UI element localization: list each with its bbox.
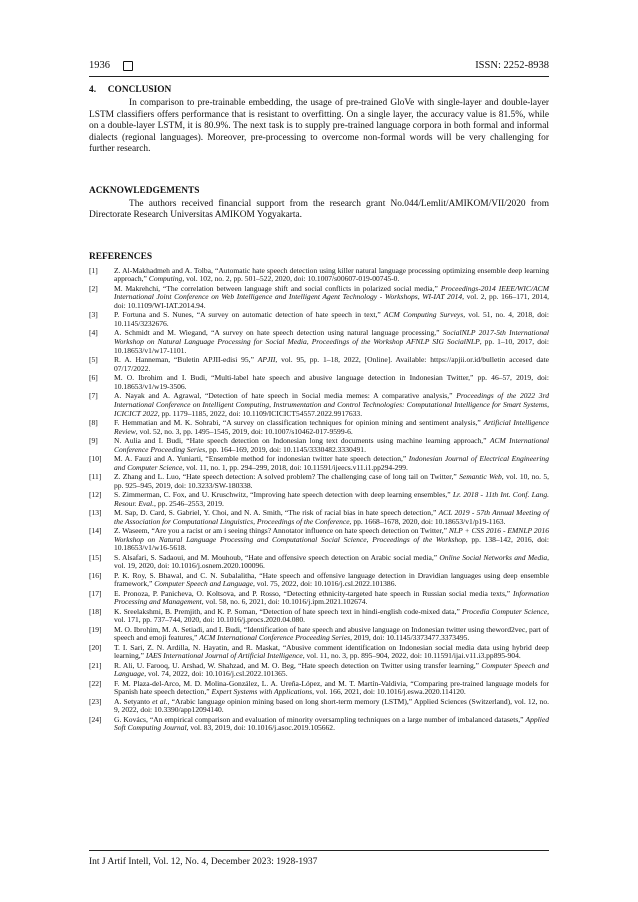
reference-source: Computing <box>148 274 183 284</box>
reference-source: Applied Soft Computing Journal <box>114 714 549 733</box>
conclusion-section <box>89 84 549 156</box>
reference-text <box>114 716 549 734</box>
reference-source: NLP + CSS 2016 - EMNLP 2016 Workshop on Natural Language Processing and Computational Social Science, Proceedings of the Workshop <box>114 525 549 544</box>
reference-text <box>114 590 549 608</box>
reference-item <box>89 311 549 329</box>
reference-text-part: , pp. 1–10, 2017, doi: 10.18653/v1/w17-1101. <box>114 337 549 355</box>
reference-source: IAES International Journal of Artificial Intelligence <box>145 651 303 661</box>
reference-number: [11] <box>89 471 102 481</box>
reference-source: Information Processing and Management <box>114 588 549 607</box>
acknowledgements-text: The authors received financial support from the research grant No.044/Lemlit/AMIKOM/VII/2020 from Directorate Research Universitas AMIKOM Yogyakarta. <box>89 198 549 220</box>
reference-text-part: P. Fortuna and S. Nunes, “A survey on automatic detection of hate speech in text,” <box>114 310 384 320</box>
reference-number: [24] <box>89 714 102 724</box>
reference-item <box>89 608 549 626</box>
reference-text-part: , pp. 164–169, 2019, doi: 10.1145/3330482.3330491. <box>205 444 366 454</box>
reference-source: et al. <box>152 696 168 706</box>
reference-text <box>114 554 549 572</box>
reference-text-part: , vol. 52, no. 3, pp. 1495–1545, 2019, doi: 10.1007/s10462-017-9599-6. <box>135 426 353 436</box>
reference-number: [12] <box>89 489 102 499</box>
reference-number: [1] <box>89 265 98 275</box>
conclusion-heading: 4. CONCLUSION <box>89 85 172 95</box>
reference-number: [4] <box>89 328 98 338</box>
reference-text-part: Z. Waseem, “Are you a racist or am i seeing things? Annotator influence on hate speech detection on Twitter,” <box>114 525 449 535</box>
main-content <box>89 84 549 734</box>
reference-text <box>114 392 549 418</box>
footer-rule <box>89 850 549 851</box>
reference-list <box>89 267 549 734</box>
reference-number: [10] <box>89 453 102 463</box>
reference-number: [2] <box>89 283 98 293</box>
reference-text-part: N. Aulia and I. Budi, “Hate speech detection on Indonesian long text documents using machine learning approach,” <box>114 435 490 445</box>
reference-text <box>114 285 549 311</box>
reference-item <box>89 698 549 716</box>
reference-text <box>114 509 549 527</box>
reference-text-part: , vol. 51, no. 4, 2018, doi: 10.1145/3232676. <box>114 310 549 328</box>
reference-source: Computer Speech and Language <box>114 660 550 679</box>
reference-text-part: , “Arabic language opinion mining based on long short-term memory (LSTM),” Applied Sciences (Switzerland), vol. 12, no. 9, 2022, doi: 10.3390/app12094140. <box>114 696 549 715</box>
reference-item <box>89 374 549 392</box>
conclusion-text: In comparison to pre-trainable embedding, the usage of pre-trained GloVe with single-layer and double-layer LSTM classifiers offers performance that is resistant to overfitting. On a single layer, the accuracy value is 81.5%, while on a double-layer LSTM, it is 80.9%. The next task is to supply pre-trained language corpora in both formal and informal dialects (regional languages). Moreover, pre-processing to overcome non-formal words will be very challenging for further research. <box>89 98 549 154</box>
reference-number: [23] <box>89 696 102 706</box>
reference-text <box>114 473 549 491</box>
reference-number: [20] <box>89 642 102 652</box>
acknowledgements-heading: ACKNOWLEDGEMENTS <box>89 185 200 196</box>
reference-text-part: M. O. Ibrohim and I. Budi, “Multi-label hate speech and abusive language detection in Indonesian Twitter,” pp. 46–57, 2019, doi: 10.18653/v1/w19-3506. <box>114 373 549 391</box>
reference-text-part: S. Alsafari, S. Sadaoui, and M. Mouhoub, “Hate and offensive speech detection on Arabic social media,” <box>114 552 440 562</box>
reference-text-part: A. Nayak and A. Agrawal, “Detection of hate speech in Social media memes: A comparative analysis,” <box>114 391 457 400</box>
reference-source: Computer Speech and Language <box>154 579 253 589</box>
reference-text-part: , vol. 74, 2022, doi: 10.1016/j.csl.2022.101365. <box>144 669 288 679</box>
reference-text <box>114 437 549 455</box>
reference-source: Online Social Networks and Media <box>439 552 548 562</box>
page-header <box>89 60 549 74</box>
reference-number: [21] <box>89 660 102 670</box>
reference-text <box>114 698 549 716</box>
reference-source: ACM International Conference Proceeding Series <box>199 633 351 643</box>
reference-text-part: , vol. 83, 2019, doi: 10.1016/j.asoc.2019.105662. <box>186 723 335 733</box>
reference-text-part: , vol. 171, pp. 737–744, 2020, doi: 10.1016/j.procs.2020.04.080. <box>114 606 549 625</box>
reference-item <box>89 267 549 285</box>
reference-text-part: , vol. 19, 2020, doi: 10.1016/j.osnem.2020.100096. <box>114 552 549 571</box>
reference-text-part: M. Makrehchi, “The correlation between language shift and social conflicts in polarized social media,” <box>114 283 441 293</box>
reference-number: [18] <box>89 606 102 616</box>
reference-text-part: , pp. 2546–2553, 2019. <box>154 498 224 508</box>
reference-text <box>114 267 549 285</box>
reference-text <box>114 680 549 698</box>
acknowledgements-section <box>89 185 549 222</box>
reference-item <box>89 419 549 437</box>
reference-item <box>89 473 549 491</box>
reference-item <box>89 491 549 509</box>
reference-item <box>89 626 549 644</box>
reference-text-part: Z. Al-Makhadmeh and A. Tolba, “Automatic hate speech detection using killer natural language processing optimizing ensemble deep learning approach,” <box>114 265 549 284</box>
reference-item <box>89 455 549 473</box>
reference-number: [9] <box>89 435 98 445</box>
reference-text <box>114 644 549 662</box>
reference-text-part: , pp. 138–142, 2016, doi: 10.18653/v1/w16-5618. <box>114 534 549 553</box>
reference-source: Indonesian Journal of Electrical Engineering and Computer Science <box>114 453 549 472</box>
reference-text-part: , vol. 166, 2021, doi: 10.1016/j.eswa.2020.114120. <box>312 687 466 697</box>
reference-text-part: A. Setyanto <box>114 696 153 706</box>
reference-text-part: , vol. 75, 2022, doi: 10.1016/j.csl.2022.101386. <box>252 579 397 589</box>
reference-text-part: K. Sreelakshmi, B. Premjith, and K. P. Soman, “Detection of hate speech text in hindi-english code-mixed data,” <box>114 606 463 616</box>
reference-number: [6] <box>89 373 98 382</box>
reference-text-part: , 2019, doi: 10.1145/3373477.3373495. <box>350 633 470 643</box>
reference-source: Proceedings-2014 IEEE/WIC/ACM International Joint Conference on Web Intelligence and Intelligent Agent Technology - Workshops, WI-IAT 2014 <box>114 283 549 302</box>
reference-text <box>114 356 549 374</box>
reference-number: [7] <box>89 391 98 400</box>
reference-item <box>89 356 549 374</box>
reference-text-part: R. Ali, U. Farooq, U. Arshad, W. Shahzad, and M. O. Beg, “Hate speech detection on Twitter using transfer learning,” <box>114 660 482 670</box>
reference-text-part: M. Sap, D. Card, S. Gabriel, Y. Choi, and N. A. Smith, “The risk of racial bias in hate speech detection,” <box>114 507 439 517</box>
reference-item <box>89 554 549 572</box>
reference-text-part: S. Zimmerman, C. Fox, and U. Kruschwitz, “Improving hate speech detection with deep learning ensembles,” <box>114 489 453 499</box>
reference-text <box>114 311 549 329</box>
reference-text-part: , vol. 2, pp. 166–171, 2014, doi: 10.1109/WI-IAT.2014.94. <box>114 292 549 310</box>
reference-text-part: , vol. 11, no. 1, pp. 294–299, 2018, doi: 10.11591/ijeecs.v11.i1.pp294-299. <box>182 462 408 472</box>
reference-item <box>89 716 549 734</box>
reference-number: [14] <box>89 525 102 535</box>
reference-text-part: , vol. 10, no. 5, pp. 925–945, 2019, doi: 10.3233/SW-180338. <box>114 471 549 490</box>
reference-source: APJII <box>257 355 276 364</box>
reference-item <box>89 392 549 418</box>
reference-text-part: P. K. Roy, S. Bhawal, and C. N. Subalalitha, “Hate speech and offensive language detection in Dravidian languages using deep ensemble framework,” <box>114 570 549 589</box>
reference-text-part: , vol. 11, no. 3, pp. 895–904, 2022, doi: 10.11591/ijai.v11.i3.pp895-904. <box>302 651 521 661</box>
reference-text-part: R. A. Hanneman, “Buletin APJII-edisi 95,” <box>114 355 258 364</box>
reference-text <box>114 608 549 626</box>
reference-text-part: , vol. 102, no. 2, pp. 501–522, 2020, doi: 10.1007/s00607-019-00745-0. <box>182 274 400 284</box>
reference-number: [13] <box>89 507 102 517</box>
reference-item <box>89 662 549 680</box>
checkbox-square-icon <box>123 61 133 71</box>
reference-text-part: E. Pronoza, P. Panicheva, O. Koltsova, and P. Rosso, “Detecting ethnicity-targeted hate speech in Russian social media texts,” <box>114 588 513 598</box>
reference-number: [3] <box>89 310 98 320</box>
reference-number: [5] <box>89 355 98 364</box>
page-number: 1936 <box>89 60 110 71</box>
reference-text-part: Z. Zhang and L. Luo, “Hate speech detection: A solved problem? The challenging case of long tail on Twitter,” <box>114 471 460 481</box>
reference-text <box>114 419 549 437</box>
reference-source: Proceedings of the 2022 3rd International Conference on Intelligent Computing, Instrumentation and Control Technologies: Computational Intelligence for Smart Systems, ICICICT 2022 <box>114 391 549 418</box>
reference-text-part: M. A. Fauzi and A. Yuniarti, “Ensemble method for indonesian twitter hate speech detection,” <box>114 453 409 463</box>
reference-text-part: F. M. Plaza-del-Arco, M. D. Molina-González, L. A. Ureña-López, and M. T. Martín-Valdivia, “Comparing pre-trained language models for Spanish hate speech detection,” <box>114 678 549 697</box>
reference-text <box>114 626 549 644</box>
reference-text-part: A. Schmidt and M. Wiegand, “A survey on hate speech detection using natural language processing,” <box>114 328 443 338</box>
reference-text-part: , vol. 58, no. 6, 2021, doi: 10.1016/j.ipm.2021.102674. <box>201 597 368 607</box>
reference-text-part: M. O. Ibrohim, M. A. Setiadi, and I. Budi, “Identification of hate speech and abusive language on Indonesian twitter using theword2vec, part of speech and emoji features,” <box>114 624 549 643</box>
reference-text <box>114 374 549 392</box>
footer-citation: Int J Artif Intell, Vol. 12, No. 4, December 2023: 1928-1937 <box>89 857 318 867</box>
reference-text <box>114 572 549 590</box>
reference-source: Lr. 2018 - 11th Int. Conf. Lang. Resour. Eval. <box>114 489 549 508</box>
reference-item <box>89 509 549 527</box>
reference-source: Procedia Computer Science <box>462 606 548 616</box>
reference-item <box>89 329 549 355</box>
reference-number: [8] <box>89 417 98 427</box>
reference-number: [16] <box>89 570 102 580</box>
reference-number: [22] <box>89 678 102 688</box>
reference-text <box>114 662 549 680</box>
references-section <box>89 251 549 734</box>
reference-source: Expert Systems with Applications <box>211 687 313 697</box>
reference-item <box>89 285 549 311</box>
reference-source: ACM International Conference Proceeding Series <box>114 435 549 454</box>
header-rule <box>89 76 549 77</box>
reference-text <box>114 455 549 473</box>
issn: ISSN: 2252-8938 <box>475 60 549 71</box>
reference-text <box>114 329 549 355</box>
reference-number: [15] <box>89 552 102 562</box>
reference-text-part: , vol. 95, pp. 1–18, 2022, [Online]. Available: https://apjii.or.id/bulletin accesed date 07/17/2022. <box>114 355 549 373</box>
reference-number: [17] <box>89 588 102 598</box>
reference-text-part: G. Kovács, “An empirical comparison and evaluation of minority oversampling techniques on a large number of imbalanced datasets,” <box>114 714 526 724</box>
reference-text-part: , pp. 1179–1185, 2022, doi: 10.1109/ICICICT54557.2022.9917633. <box>157 408 363 418</box>
reference-text <box>114 527 549 553</box>
reference-item <box>89 527 549 553</box>
reference-source: Artificial Intelligence Review <box>114 417 549 436</box>
reference-source: SocialNLP 2017-5th International Workshop on Natural Language Processing for Social Media, Proceedings of the Workshop AFNLP SIG SocialNLP <box>114 328 549 346</box>
reference-source: Semantic Web <box>459 471 502 481</box>
reference-item <box>89 590 549 608</box>
reference-text-part: F. Hemmatian and M. K. Sohrabi, “A survey on classification techniques for opinion mining and sentiment analysis,” <box>114 417 484 427</box>
reference-text-part: T. I. Sari, Z. N. Ardilla, N. Hayatin, and R. Maskat, “Abusive comment identification on Indonesian social media data using hybrid deep learning,” <box>114 642 549 661</box>
reference-item <box>89 644 549 662</box>
reference-item <box>89 572 549 590</box>
references-heading: REFERENCES <box>89 251 153 262</box>
reference-text-part: , pp. 1668–1678, 2020, doi: 10.18653/v1/p19-1163. <box>349 516 506 526</box>
reference-item <box>89 680 549 698</box>
reference-item <box>89 437 549 455</box>
reference-text <box>114 491 549 509</box>
reference-source: ACL 2019 - 57th Annual Meeting of the Association for Computational Linguistics, Proceedings of the Conference <box>114 507 549 526</box>
reference-number: [19] <box>89 624 102 634</box>
reference-source: ACM Computing Surveys <box>383 310 464 320</box>
